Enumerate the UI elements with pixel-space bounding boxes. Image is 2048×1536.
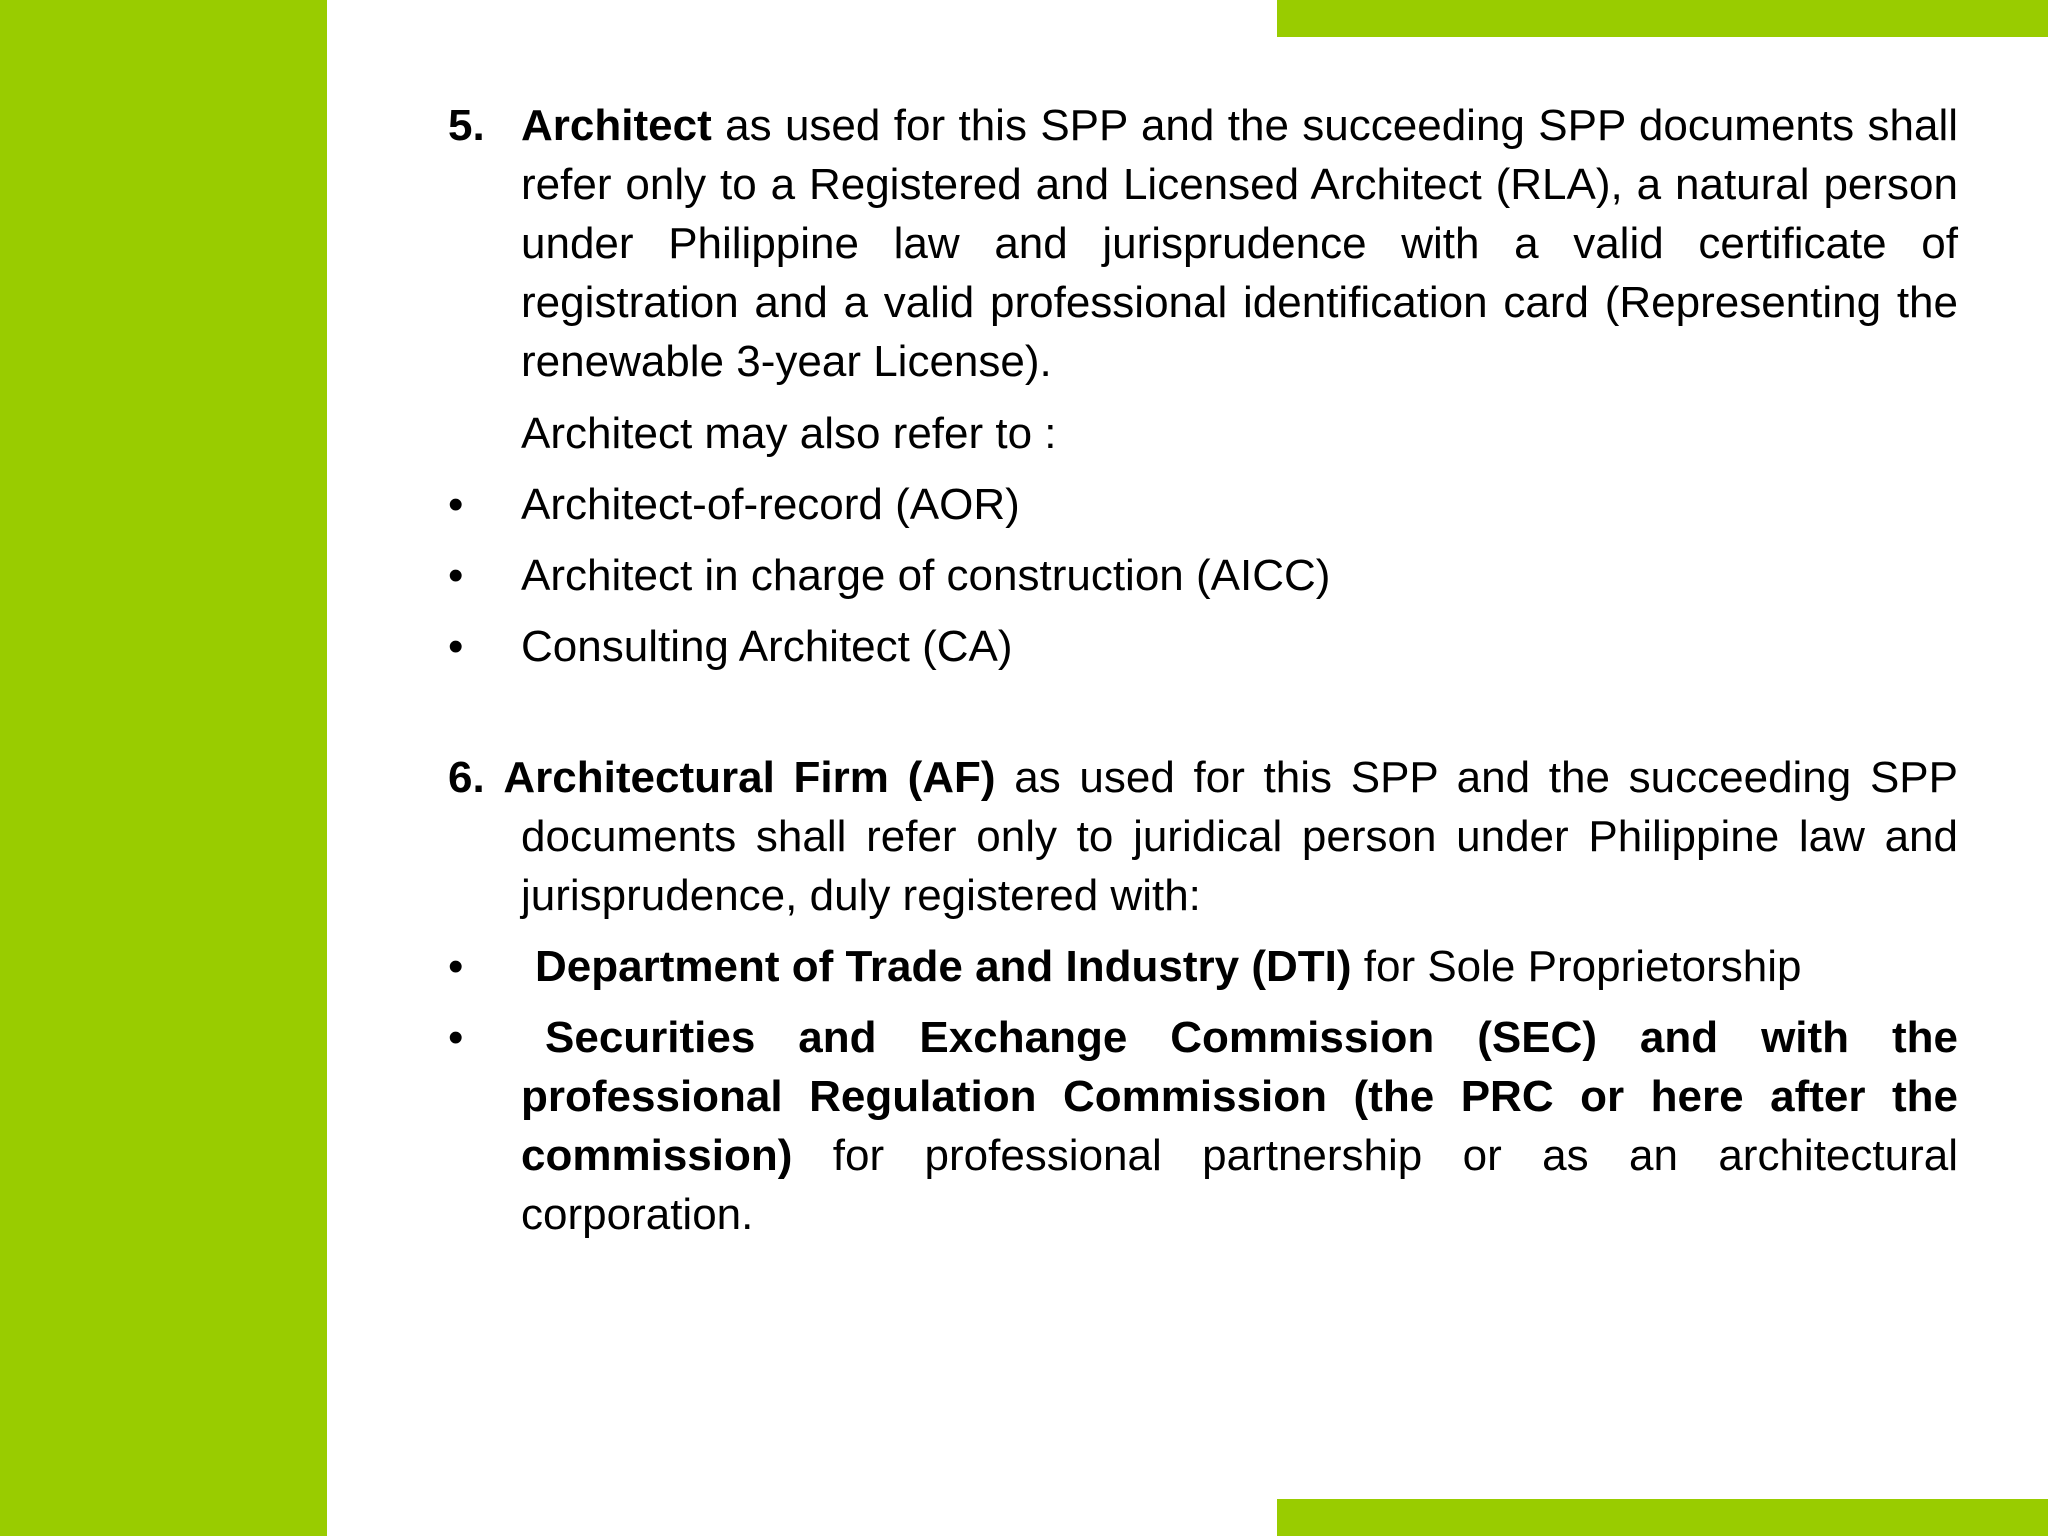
item-number: 6. <box>448 753 485 802</box>
bullet-icon: • <box>448 480 464 529</box>
list-item-text: for Sole Proprietorship <box>1363 942 1802 991</box>
list-item-text: Architect in charge of construction (AICC) <box>521 551 1331 600</box>
slide-content <box>448 96 1958 1244</box>
bullet-icon: • <box>448 1013 464 1062</box>
list-item-text: Consulting Architect (CA) <box>521 622 1013 671</box>
top-accent-bar <box>1277 0 2048 37</box>
list-item <box>448 937 1958 996</box>
list-item-text: for professional partnership or as an architectural corporation. <box>521 1131 1958 1239</box>
bottom-accent-bar <box>1277 1499 2048 1536</box>
list-item-text: Architect-of-record (AOR) <box>521 480 1020 529</box>
bullet-icon: • <box>448 622 464 671</box>
bullet-icon: • <box>448 942 464 991</box>
list-item-bold-text: Department of Trade and Industry (DTI) <box>535 942 1352 991</box>
list-item <box>448 546 1958 605</box>
left-accent-bar <box>0 0 327 1536</box>
section-spacer <box>448 676 1958 748</box>
item-term: Architect <box>521 101 712 150</box>
item-term: Architectural Firm (AF) <box>503 753 996 802</box>
list-item <box>448 475 1958 534</box>
definition-item-5 <box>448 96 1958 391</box>
list-item <box>448 1008 1958 1244</box>
bullet-icon: • <box>448 551 464 600</box>
definition-item-6 <box>448 748 1958 925</box>
item-definition: as used for this SPP and the succeeding SPP documents shall refer only to juridical person under Philippine law and jurisprudence, duly registered with: <box>521 753 1958 920</box>
item-number: 5. <box>448 101 485 150</box>
item-5-note: Architect may also refer to : <box>521 409 1057 458</box>
list-item <box>448 617 1958 676</box>
item-definition: as used for this SPP and the succeeding SPP documents shall refer only to a Registered and Licensed Architect (RLA), a natural person under Philippine law and jurisprudence with a valid certificate of registration and a valid professional identification card (Representing the renewable 3-year License). <box>521 101 1959 386</box>
list-item-bold-text: Securities and Exchange Commission (SEC) and with the professional Regulation Commission (the PRC or here after the commission) <box>521 1013 1958 1180</box>
